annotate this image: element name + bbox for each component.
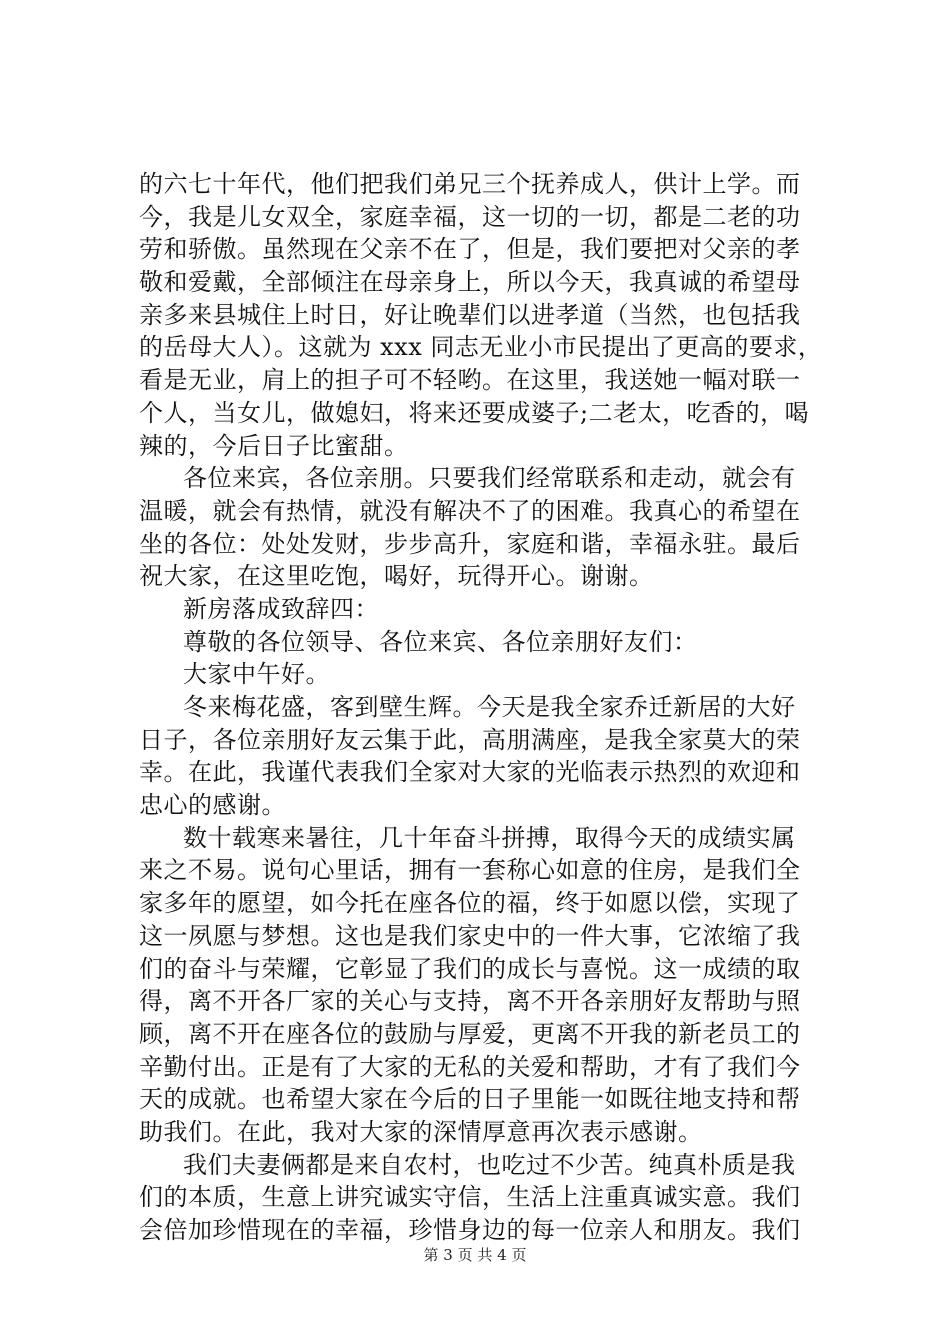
text-line: 数十载寒来暑往，几十年奋斗拼搏，取得今天的成绩实属 bbox=[183, 823, 796, 852]
text-line: 尊敬的各位领导、各位来宾、各位亲朋好友们： bbox=[183, 627, 698, 656]
text-line: 来之不易。说句心里话，拥有一套称心如意的住房，是我们全 bbox=[139, 856, 801, 885]
text-line: 们的奋斗与荣耀，它彰显了我们的成长与喜悦。这一成绩的取 bbox=[139, 954, 801, 983]
text-line: 助我们。在此，我对大家的深情厚意再次表示感谢。 bbox=[139, 1117, 703, 1146]
text-line: 的岳母大人）。这就为 xxx 同志无业小市民提出了更高的要求， bbox=[139, 333, 823, 362]
text-line: 温暖，就会有热情，就没有解决不了的困难。我真心的希望在 bbox=[139, 496, 801, 525]
text-line: 坐的各位：处处发财，步步高升，家庭和谐，幸福永驻。最后 bbox=[139, 529, 801, 558]
text-line: 冬来梅花盛，客到壁生辉。今天是我全家乔迁新居的大好 bbox=[183, 693, 796, 721]
text-line: 们的本质，生意上讲究诚实守信，生活上注重真诚实意。我们 bbox=[139, 1183, 801, 1212]
text-line: 看是无业，肩上的担子可不轻哟。在这里，我送她一幅对联一 bbox=[139, 366, 801, 395]
text-line: 今，我是儿女双全，家庭幸福，这一切的一切，都是二老的功 bbox=[139, 202, 801, 231]
text-line: 祝大家，在这里吃饱，喝好，玩得开心。谢谢。 bbox=[139, 562, 654, 591]
text-line: 新房落成致辞四： bbox=[183, 594, 379, 623]
text-line: 日子，各位亲朋好友云集于此，高朋满座，是我全家莫大的荣 bbox=[139, 725, 801, 754]
text-line: 我们夫妻俩都是来自农村，也吃过不少苦。纯真朴质是我 bbox=[183, 1150, 796, 1179]
text-line: 劳和骄傲。虽然现在父亲不在了，但是，我们要把对父亲的孝 bbox=[139, 235, 801, 264]
page-footer: 第 3 页 共 4 页 bbox=[423, 1246, 527, 1264]
text-line: 各位来宾，各位亲朋。只要我们经常联系和走动，就会有 bbox=[183, 464, 796, 493]
text-line: 这一夙愿与梦想。这也是我们家史中的一件大事，它浓缩了我 bbox=[139, 921, 801, 950]
text-line: 辛勤付出。正是有了大家的无私的关爱和帮助，才有了我们今 bbox=[139, 1052, 801, 1081]
text-line: 亲多来县城住上时日，好让晚辈们以进孝道（当然，也包括我 bbox=[139, 300, 801, 329]
text-line: 的六七十年代，他们把我们弟兄三个抚养成人，供计上学。而 bbox=[139, 170, 801, 198]
text-line: 家多年的愿望，如今托在座各位的福，终于如愿以偿，实现了 bbox=[139, 889, 801, 918]
text-line: 大家中午好。 bbox=[183, 660, 330, 689]
text-line: 会倍加珍惜现在的幸福，珍惜身边的每一位亲人和朋友。我们 bbox=[139, 1216, 801, 1244]
text-line: 个人，当女儿，做媳妇，将来还要成婆子;二老太，吃香的，喝 bbox=[139, 398, 810, 427]
document-body bbox=[139, 168, 825, 1247]
text-line: 辣的，今后日子比蜜甜。 bbox=[139, 431, 409, 460]
text-line: 忠心的感谢。 bbox=[139, 791, 286, 820]
text-line: 敬和爱戴，全部倾注在母亲身上，所以今天，我真诚的希望母 bbox=[139, 268, 801, 297]
text-line: 幸。在此，我谨代表我们全家对大家的光临表示热烈的欢迎和 bbox=[139, 758, 801, 787]
text-line: 得，离不开各厂家的关心与支持，离不开各亲朋好友帮助与照 bbox=[139, 987, 801, 1016]
text-line: 天的成就。也希望大家在今后的日子里能一如既往地支持和帮 bbox=[139, 1085, 801, 1114]
text-line: 顾，离不开在座各位的鼓励与厚爱，更离不开我的新老员工的 bbox=[139, 1019, 801, 1048]
